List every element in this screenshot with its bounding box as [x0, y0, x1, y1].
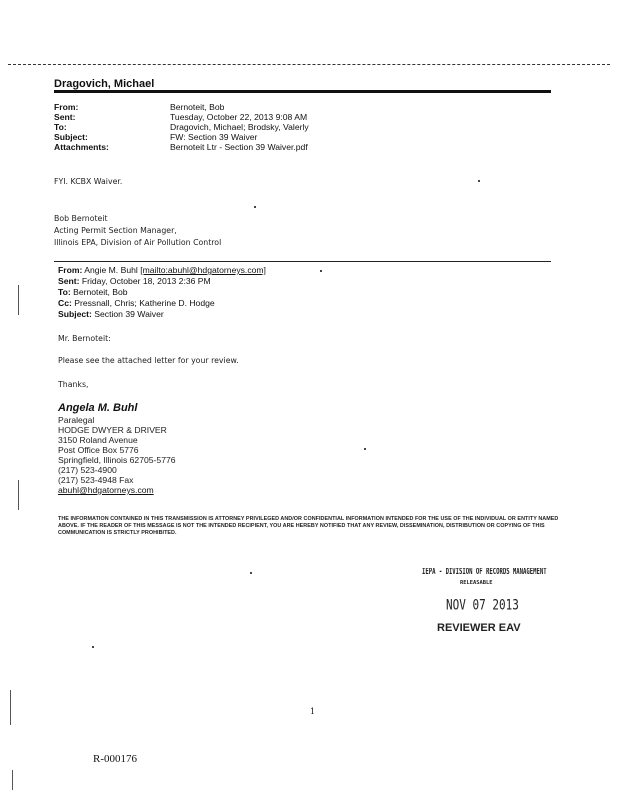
stamp-reviewer: REVIEWER EAV [437, 622, 521, 634]
buhl-phone: (217) 523-4900 [58, 465, 117, 475]
to-value: Dragovich, Michael; Brodsky, Valerly [170, 122, 309, 132]
bates-number: R-000176 [93, 753, 137, 765]
page-number: 1 [310, 707, 316, 716]
sent-value: Tuesday, October 22, 2013 9:08 AM [170, 112, 308, 122]
scan-speck [364, 448, 366, 450]
buhl-fax: (217) 523-4948 Fax [58, 475, 134, 485]
sender-name: Dragovich, Michael [54, 78, 155, 90]
subject-label: Subject: [54, 132, 88, 142]
buhl-email-link[interactable]: abuhl@hdgatorneys.com [58, 485, 154, 495]
to-label: To: [54, 122, 67, 132]
greeting: Mr. Bernoteit: [58, 334, 111, 343]
fwd-from-row [58, 265, 266, 275]
fwd-subject-row [58, 309, 164, 319]
subject-value: FW: Section 39 Waiver [170, 132, 258, 142]
scan-margin-mark [10, 690, 11, 725]
sig-name: Bob Bernoteit [54, 214, 108, 223]
fwd-subject-value: Section 39 Waiver [94, 309, 164, 319]
name-underline [54, 90, 551, 93]
scan-speck [478, 180, 480, 182]
fwd-to-label: To: [58, 287, 71, 297]
scan-top-rule [8, 64, 610, 65]
scan-speck [250, 572, 252, 574]
fwd-cc-value: Pressnall, Chris; Katherine D. Hodge [74, 298, 215, 308]
sig-title: Acting Permit Section Manager, [54, 226, 177, 235]
scan-speck [320, 270, 322, 272]
confidentiality-disclaimer: THE INFORMATION CONTAINED IN THIS TRANSMISSION IS ATTORNEY PRIVILEGED AND/OR CONFIDENTIAL INFORMATION INTENDED FOR THE USE OF THE INDIVIDUAL OR ENTITY NAMED ABOVE. IF THE READER OF THIS MESSAGE IS NOT THE INTENDED RECIPIENT, YOU ARE HEREBY NOTIFIED THAT ANY REVIEW, DISSEMINATION, DISTRIBUTION OR COPYING OF THIS COMMUNICATION IS STRICTLY PROHIBITED. [58, 516, 559, 536]
attachments-label: Attachments: [54, 142, 109, 152]
sent-label: Sent: [54, 112, 76, 122]
stamp-line-1: IEPA - DIVISION OF RECORDS MANAGEMENT [422, 568, 547, 577]
stamp-line-2: RELEASABLE [460, 580, 493, 586]
fwd-cc-row [58, 298, 215, 308]
stamp-date: NOV 07 2013 [446, 597, 519, 614]
fwd-to-value: Bernoteit, Bob [73, 287, 128, 297]
scan-speck [92, 646, 94, 648]
buhl-address-3: Springfield, Illinois 62705-5776 [58, 455, 176, 465]
buhl-address-2: Post Office Box 5776 [58, 445, 139, 455]
fwd-from-value: Angie M. Buhl [84, 265, 138, 275]
buhl-name: Angela M. Buhl [58, 402, 138, 414]
buhl-title: Paralegal [58, 415, 95, 425]
sig-org: Illinois EPA, Division of Air Pollution Control [54, 238, 222, 247]
from-value: Bernoteit, Bob [170, 102, 225, 112]
scan-margin-mark [12, 770, 13, 790]
scan-margin-mark [18, 480, 19, 510]
fwd-mailto-link[interactable]: [mailto:abuhl@hdgatorneys.com] [140, 265, 266, 275]
forward-separator [54, 261, 551, 262]
body-line: FYI. KCBX Waiver. [54, 177, 123, 186]
fwd-sent-value: Friday, October 18, 2013 2:36 PM [81, 276, 211, 286]
fwd-cc-label: Cc: [58, 298, 72, 308]
scan-margin-mark [18, 285, 19, 315]
fwd-sent-row [58, 276, 211, 286]
buhl-firm: HODGE DWYER & DRIVER [58, 425, 167, 435]
scan-speck [254, 206, 256, 208]
message-body: Please see the attached letter for your review. [58, 356, 239, 365]
closing: Thanks, [58, 380, 89, 389]
from-label: From: [54, 102, 79, 112]
fwd-subject-label: Subject: [58, 309, 92, 319]
fwd-sent-label: Sent: [58, 276, 80, 286]
fwd-to-row [58, 287, 128, 297]
fwd-from-label: From: [58, 265, 83, 275]
attachments-value: Bernoteit Ltr - Section 39 Waiver.pdf [170, 142, 308, 152]
buhl-address-1: 3150 Roland Avenue [58, 435, 138, 445]
